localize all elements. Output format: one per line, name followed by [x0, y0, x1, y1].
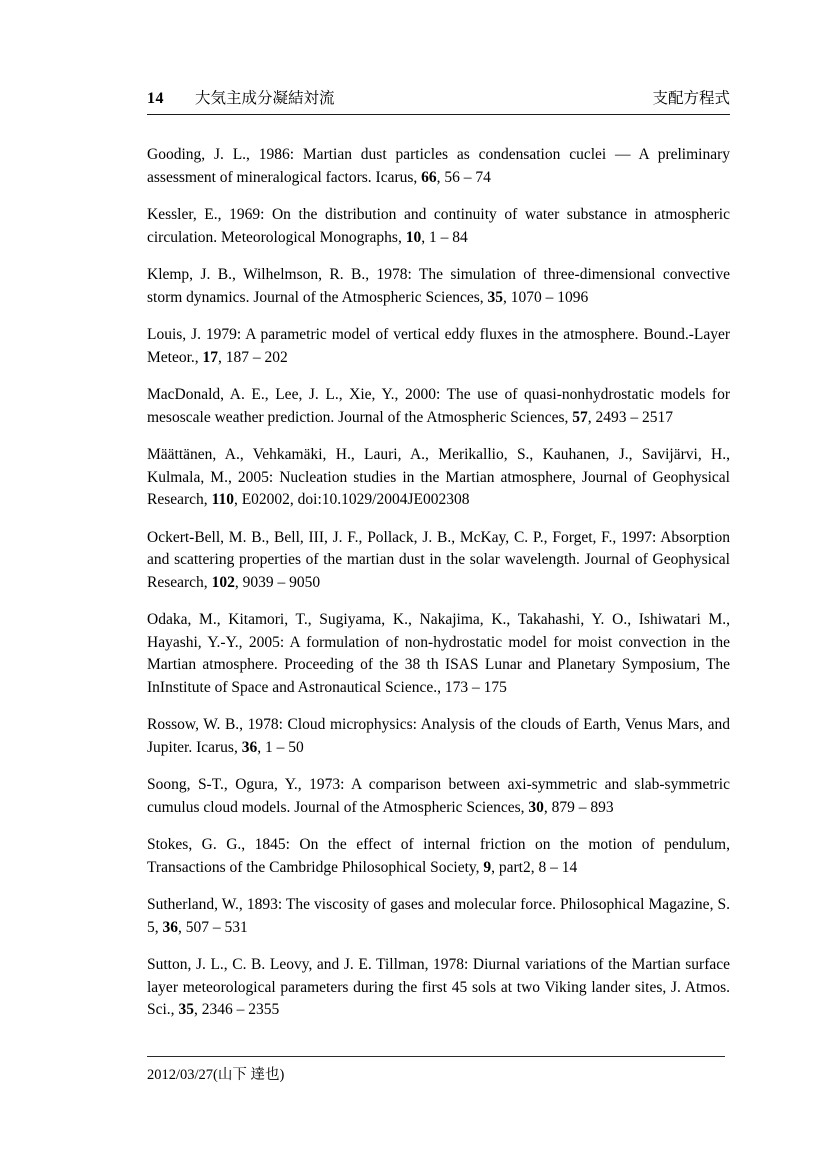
reference-text: Gooding, J. L., 1986: Martian dust particles as condensation cuclei — A preliminary assessment of mineralogical factors. Icarus,	[147, 146, 730, 186]
volume-number: 10	[405, 228, 422, 246]
volume-number: 36	[241, 738, 258, 756]
reference-text: , E02002, doi:10.1029/2004JE002308	[233, 491, 470, 508]
reference-text: , 2346 – 2355	[193, 1001, 280, 1018]
volume-number: 30	[528, 798, 544, 816]
reference-text: Klemp, J. B., Wilhelmson, R. B., 1978: The simulation of three-dimensional convective storm dynamics. Journal of the Atmospheric Sciences,	[147, 266, 730, 306]
reference-item	[147, 714, 730, 759]
reference-text: Stokes, G. G., 1845: On the effect of internal friction on the motion of pendulum, Transactions of the Cambridge Philosophical Society,	[147, 836, 730, 876]
reference-text: Odaka, M., Kitamori, T., Sugiyama, K., Nakajima, K., Takahashi, Y. O., Ishiwatari M., Hayashi, Y.-Y., 2005: A formulation of non-hydrostatic model for moist convection in the Martian atmosphere. Proceeding of the 38 th ISAS Lunar and Planetary Symposium, The InInstitute of Space and Astronautical Science., 173 – 175	[147, 611, 730, 696]
volume-number: 35	[487, 288, 504, 306]
reference-text: , 1 – 50	[257, 738, 304, 756]
footer-date-author: 2012/03/27(山下 達也)	[147, 1067, 285, 1083]
reference-text: , 1070 – 1096	[503, 288, 589, 306]
reference-text: , 9039 – 9050	[234, 573, 321, 591]
running-header	[147, 86, 730, 115]
footer-rule	[147, 1056, 725, 1057]
reference-text: , part2, 8 – 14	[491, 858, 578, 876]
page-number: 14	[147, 90, 164, 107]
reference-text: Sutherland, W., 1893: The viscosity of gases and molecular force. Philosophical Magazine, S. 5,	[147, 896, 730, 936]
volume-number: 102	[211, 573, 235, 591]
reference-item	[147, 774, 730, 819]
reference-text: Rossow, W. B., 1978: Cloud microphysics: Analysis of the clouds of Earth, Venus Mars, and Jupiter. Icarus,	[147, 716, 730, 756]
reference-text: Määttänen, A., Vehkamäki, H., Lauri, A., Merikallio, S., Kauhanen, J., Savijärvi, H., Kulmala, M., 2005: Nucleation studies in the Martian atmosphere, Journal of Geophysical Research,	[147, 446, 730, 508]
reference-item	[147, 324, 730, 369]
reference-item	[147, 834, 730, 879]
reference-item	[147, 894, 730, 939]
reference-item	[147, 264, 730, 309]
volume-number: 36	[162, 918, 178, 936]
reference-text: Ockert-Bell, M. B., Bell, III, J. F., Pollack, J. B., McKay, C. P., Forget, F., 1997: Absorption and scattering properties of the martian dust in the solar wavelength. Journal of Geophysical Research,	[147, 528, 730, 591]
reference-item	[147, 384, 730, 429]
reference-text: MacDonald, A. E., Lee, J. L., Xie, Y., 2000: The use of quasi-nonhydrostatic models for mesoscale weather prediction. Journal of the Atmospheric Sciences,	[147, 386, 730, 426]
reference-text: , 187 – 202	[218, 348, 288, 366]
reference-item	[147, 444, 730, 512]
reference-text: Sutton, J. L., C. B. Leovy, and J. E. Tillman, 1978: Diurnal variations of the Martian surface layer meteorological parameters during the first 45 sols at two Viking lander sites, J. Atmos. Sci.,	[147, 956, 730, 1018]
reference-list	[147, 144, 730, 1037]
reference-item	[147, 527, 730, 595]
reference-text: Soong, S-T., Ogura, Y., 1973: A comparison between axi-symmetric and slab-symmetric cumulus cloud models. Journal of the Atmospheric Sciences,	[147, 776, 730, 816]
volume-number: 110	[211, 491, 234, 508]
volume-number: 17	[202, 348, 219, 366]
reference-item	[147, 954, 730, 1022]
header-chapter-title: 支配方程式	[652, 90, 730, 107]
volume-number: 35	[178, 1001, 194, 1018]
reference-item	[147, 144, 730, 189]
volume-number: 57	[572, 408, 588, 426]
volume-number: 66	[421, 168, 437, 186]
reference-text: , 2493 – 2517	[587, 408, 674, 426]
volume-number: 9	[483, 858, 492, 876]
reference-text: Louis, J. 1979: A parametric model of vertical eddy fluxes in the atmosphere. Bound.-Layer Meteor.,	[147, 326, 730, 366]
reference-text: , 507 – 531	[178, 918, 248, 936]
reference-text: , 879 – 893	[543, 798, 614, 816]
reference-text: Kessler, E., 1969: On the distribution and continuity of water substance in atmospheric circulation. Meteorological Monographs,	[147, 206, 730, 246]
reference-item	[147, 204, 730, 249]
header-section-title: 大気主成分凝結対流	[195, 90, 335, 107]
reference-text: , 1 – 84	[421, 228, 468, 246]
reference-text: , 56 – 74	[436, 168, 491, 186]
reference-item	[147, 609, 730, 699]
